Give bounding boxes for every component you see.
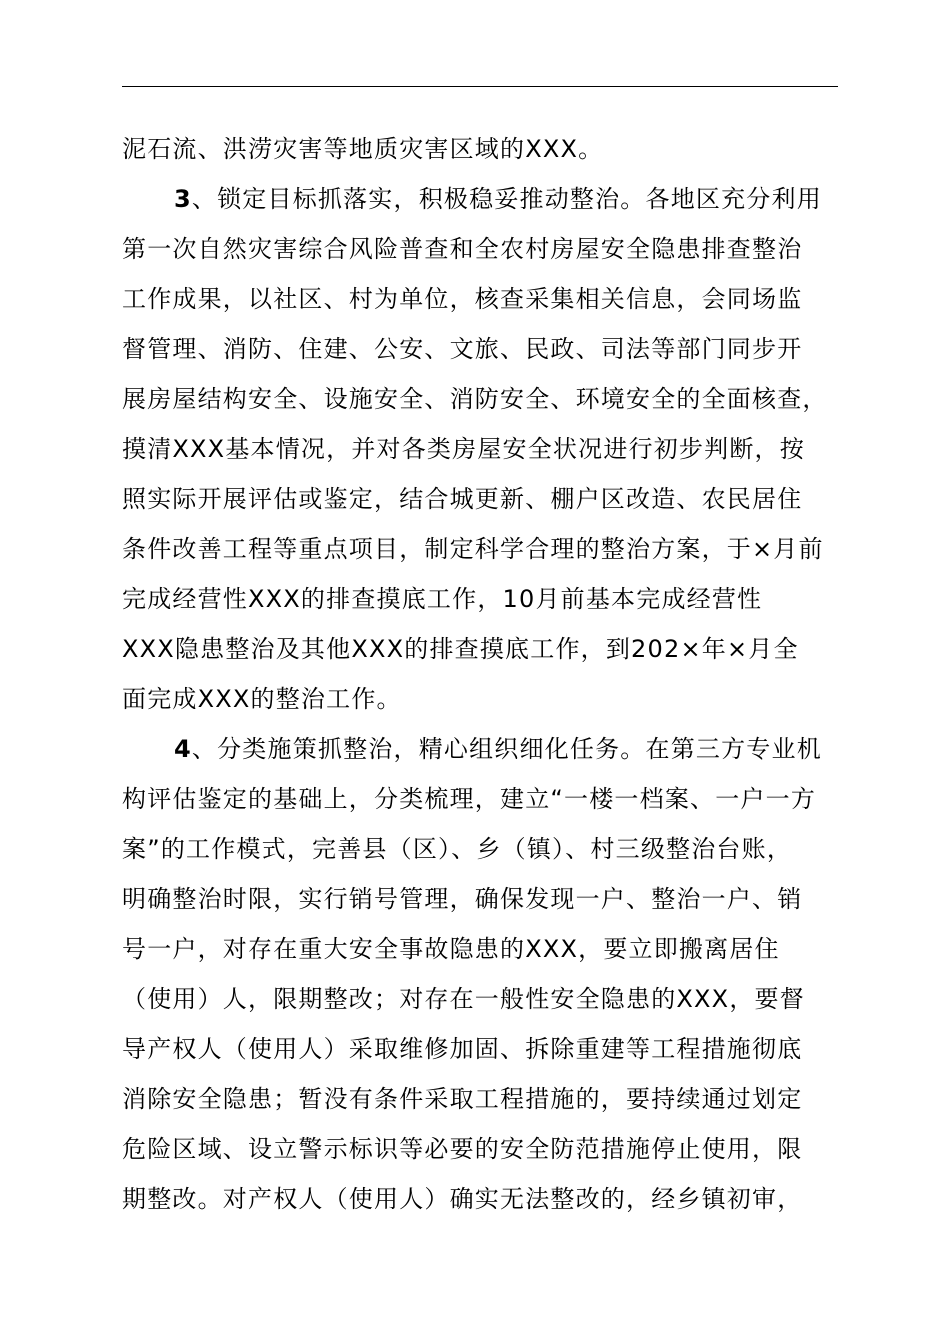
text-line: 导产权人（使用人）采取维修加固、拆除重建等工程措施彻底 [122,1035,803,1063]
text-line: 工作成果，以社区、村为单位，核查采集相关信息，会同场监 [122,285,803,313]
text-line: 摸清XXX基本情况，并对各类房屋安全状况进行初步判断，按 [122,435,805,463]
header-rule [122,86,838,87]
text-line: 期整改。对产权人（使用人）确实无法整改的，经乡镇初审， [122,1185,803,1213]
section-number: 3 [174,185,192,213]
text-line: 第一次自然灾害综合风险普查和全农村房屋安全隐患排查整治 [122,235,803,263]
text-line: 消除安全隐患；暂没有条件采取工程措施的，要持续通过划定 [122,1085,803,1113]
text-line: （使用）人，限期整改；对存在一般性安全隐患的XXX，要督 [122,985,805,1013]
text-line: 号一户，对存在重大安全事故隐患的XXX，要立即搬离居住 [122,935,780,963]
text-line: 构评估鉴定的基础上，分类梳理，建立“一楼一档案、一户一方 [122,785,817,813]
text-line: 完成经营性XXX的排查摸底工作，10月前基本完成经营性 [122,585,763,613]
text-line: 明确整治时限，实行销号管理，确保发现一户、整治一户、销 [122,885,803,913]
text-line: 照实际开展评估或鉴定，结合城更新、棚户区改造、农民居住 [122,485,803,513]
text-line: 条件改善工程等重点项目，制定科学合理的整治方案，于×月前 [122,535,824,563]
text-line: 展房屋结构安全、设施安全、消防安全、环境安全的全面核查， [122,385,828,413]
section-3-heading-line: 3、锁定目标抓落实，积极稳妥推动整治。各地区充分利用 [174,185,822,213]
text-line: 危险区域、设立警示标识等必要的安全防范措施停止使用，限 [122,1135,803,1163]
section-number: 4 [174,735,192,763]
text-line: 面完成XXX的整治工作。 [122,685,402,713]
text-line: 泥石流、洪涝灾害等地质灾害区域的XXX。 [122,135,604,163]
section-4-heading-line: 4、分类施策抓整治，精心组织细化任务。在第三方专业机 [174,735,822,763]
text-line: 督管理、消防、住建、公安、文旅、民政、司法等部门同步开 [122,335,803,363]
text-line: 案”的工作模式，完善县（区）、乡（镇）、村三级整治台账， [122,835,793,863]
text-line: XXX隐患整治及其他XXX的排查摸底工作，到202×年×月全 [122,635,799,663]
